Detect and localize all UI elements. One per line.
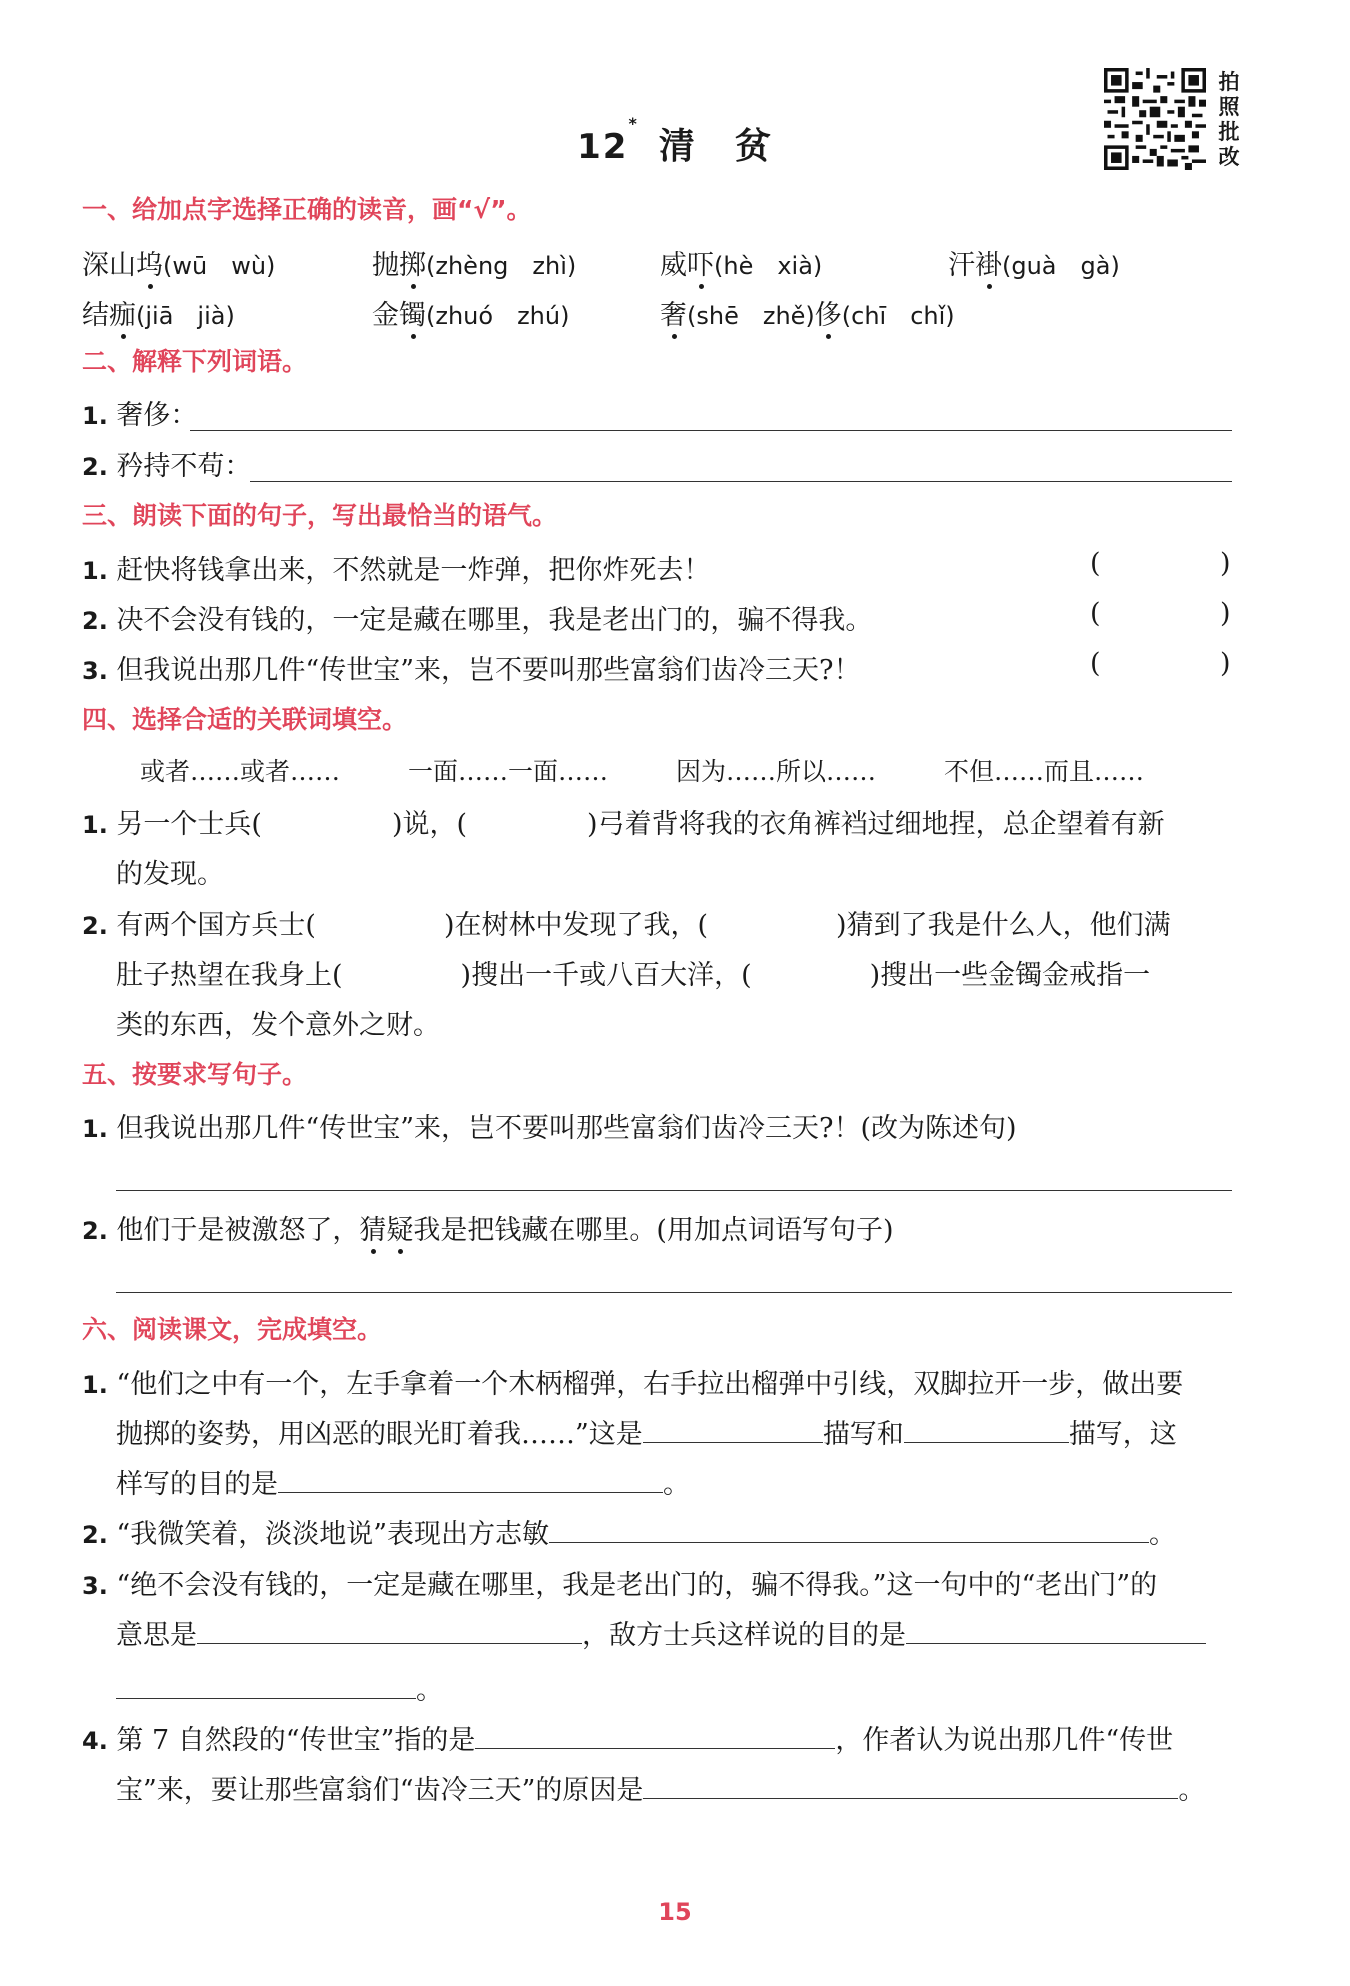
s4-q1-line-2: 的发现。 — [116, 859, 224, 890]
s1-item-6: 金镯(zhuó zhú) — [372, 300, 570, 331]
s5-q2: 2. 他们于是被激怒了，猜疑我是把钱藏在哪里。(用加点词语写句子) — [82, 1215, 894, 1246]
s6-q1-blank-1[interactable] — [643, 1416, 823, 1443]
s6-q1-blank-3[interactable] — [278, 1466, 663, 1493]
s6-q3-line-3: 。 — [116, 1668, 443, 1707]
lesson-number: 12 — [577, 127, 629, 167]
s4-option-2: 一面……一面…… — [408, 757, 609, 786]
s3-blank-3-close: ) — [1220, 648, 1231, 679]
s5-answer-line-1[interactable] — [116, 1190, 1232, 1191]
lesson-title: 清 贫 — [658, 126, 773, 167]
section-2-heading: 二、解释下列词语。 — [82, 347, 308, 376]
s5-answer-line-2[interactable] — [116, 1292, 1232, 1293]
s6-q2-blank[interactable] — [549, 1516, 1149, 1543]
s4-q2-line-1: 2. 有两个国方兵士( )在树林中发现了我，( )猜到了我是什么人，他们满 — [82, 910, 1171, 941]
s4-option-3: 因为……所以…… — [676, 757, 877, 786]
s6-q3-line-2: 意思是 ，敌方士兵这样说的目的是 — [116, 1613, 1206, 1652]
section-4-heading: 四、选择合适的关联词填空。 — [82, 705, 408, 734]
s6-q1-line-1: 1. “他们之中有一个，左手拿着一个木柄榴弹，右手拉出榴弹中引线，双脚拉开一步，做出要 — [82, 1369, 1184, 1400]
s6-q1-line-3: 样写的目的是 。 — [116, 1462, 690, 1501]
page-number: 15 — [658, 1898, 692, 1926]
s3-blank-1-close: ) — [1220, 548, 1231, 579]
s1-item-7: 奢(shē zhě)侈(chī chǐ) — [660, 300, 955, 331]
s1-item-4: 汗褂(guà gà) — [948, 250, 1120, 281]
s1-item-2: 抛掷(zhèng zhì) — [372, 250, 577, 281]
s3-blank-1-open[interactable]: ( — [1090, 548, 1101, 579]
s6-q3-blank-3[interactable] — [116, 1672, 416, 1699]
s2-answer-line-1[interactable] — [190, 430, 1232, 431]
s6-q3-blank-1[interactable] — [197, 1617, 582, 1644]
s3-blank-3-open[interactable]: ( — [1090, 648, 1101, 679]
s4-q2-line-2: 肚子热望在我身上( )搜出一千或八百大洋，( )搜出一些金镯金戒指一 — [116, 960, 1151, 991]
lesson-star: * — [628, 114, 639, 133]
s3-item-2: 2. 决不会没有钱的，一定是藏在哪里，我是老出门的，骗不得我。 — [82, 605, 873, 636]
s3-blank-2-close: ) — [1220, 598, 1231, 629]
s4-q1-line-1: 1. 另一个士兵( )说，( )弓着背将我的衣角裤裆过细地捏，总企望着有新 — [82, 809, 1165, 840]
s6-q2: 2. “我微笑着，淡淡地说”表现出方志敏 。 — [82, 1512, 1176, 1551]
s3-item-3: 3. 但我说出那几件“传世宝”来，岂不要叫那些富翁们齿冷三天?！ — [82, 655, 861, 686]
s6-q3-blank-2[interactable] — [906, 1617, 1206, 1644]
section-3-heading: 三、朗读下面的句子，写出最恰当的语气。 — [82, 501, 558, 530]
s2-item-2: 2. 矜持不苟： — [82, 451, 252, 482]
s6-q4-blank-2[interactable] — [643, 1772, 1178, 1799]
s6-q4-line-2: 宝”来，要让那些富翁们“齿冷三天”的原因是 。 — [116, 1768, 1205, 1807]
qr-label: 拍照批改 — [1218, 70, 1240, 169]
s6-q4-line-1: 4. 第 7 自然段的“传世宝”指的是 ，作者认为说出那几件“传世 — [82, 1718, 1173, 1757]
s2-item-1: 1. 奢侈： — [82, 400, 198, 431]
s3-item-1: 1. 赶快将钱拿出来，不然就是一炸弹，把你炸死去！ — [82, 555, 711, 586]
s6-q3-line-1: 3. “绝不会没有钱的，一定是藏在哪里，我是老出门的，骗不得我。”这一句中的“老出门”的 — [82, 1570, 1158, 1601]
section-6-heading: 六、阅读课文，完成填空。 — [82, 1315, 383, 1344]
section-5-heading: 五、按要求写句子。 — [82, 1060, 308, 1089]
s4-q2-line-3: 类的东西，发个意外之财。 — [116, 1010, 440, 1041]
s5-q1: 1. 但我说出那几件“传世宝”来，岂不要叫那些富翁们齿冷三天?！(改为陈述句) — [82, 1113, 1017, 1144]
s6-q1-blank-2[interactable] — [904, 1416, 1069, 1443]
s1-item-1: 深山坞(wū wù) — [82, 250, 276, 281]
s6-q4-blank-1[interactable] — [475, 1722, 835, 1749]
s1-item-3: 威吓(hè xià) — [660, 250, 823, 281]
s4-option-1: 或者……或者…… — [140, 757, 341, 786]
s4-option-4: 不但……而且…… — [944, 757, 1145, 786]
s3-blank-2-open[interactable]: ( — [1090, 598, 1101, 629]
qr-code-icon[interactable] — [1104, 68, 1206, 170]
s2-answer-line-2[interactable] — [250, 481, 1232, 482]
s6-q1-line-2: 抛掷的姿势，用凶恶的眼光盯着我……”这是 描写和 描写，这 — [116, 1412, 1177, 1451]
section-1-heading: 一、给加点字选择正确的读音，画“√”。 — [82, 195, 532, 224]
s1-item-5: 结痂(jiā jià) — [82, 300, 235, 331]
